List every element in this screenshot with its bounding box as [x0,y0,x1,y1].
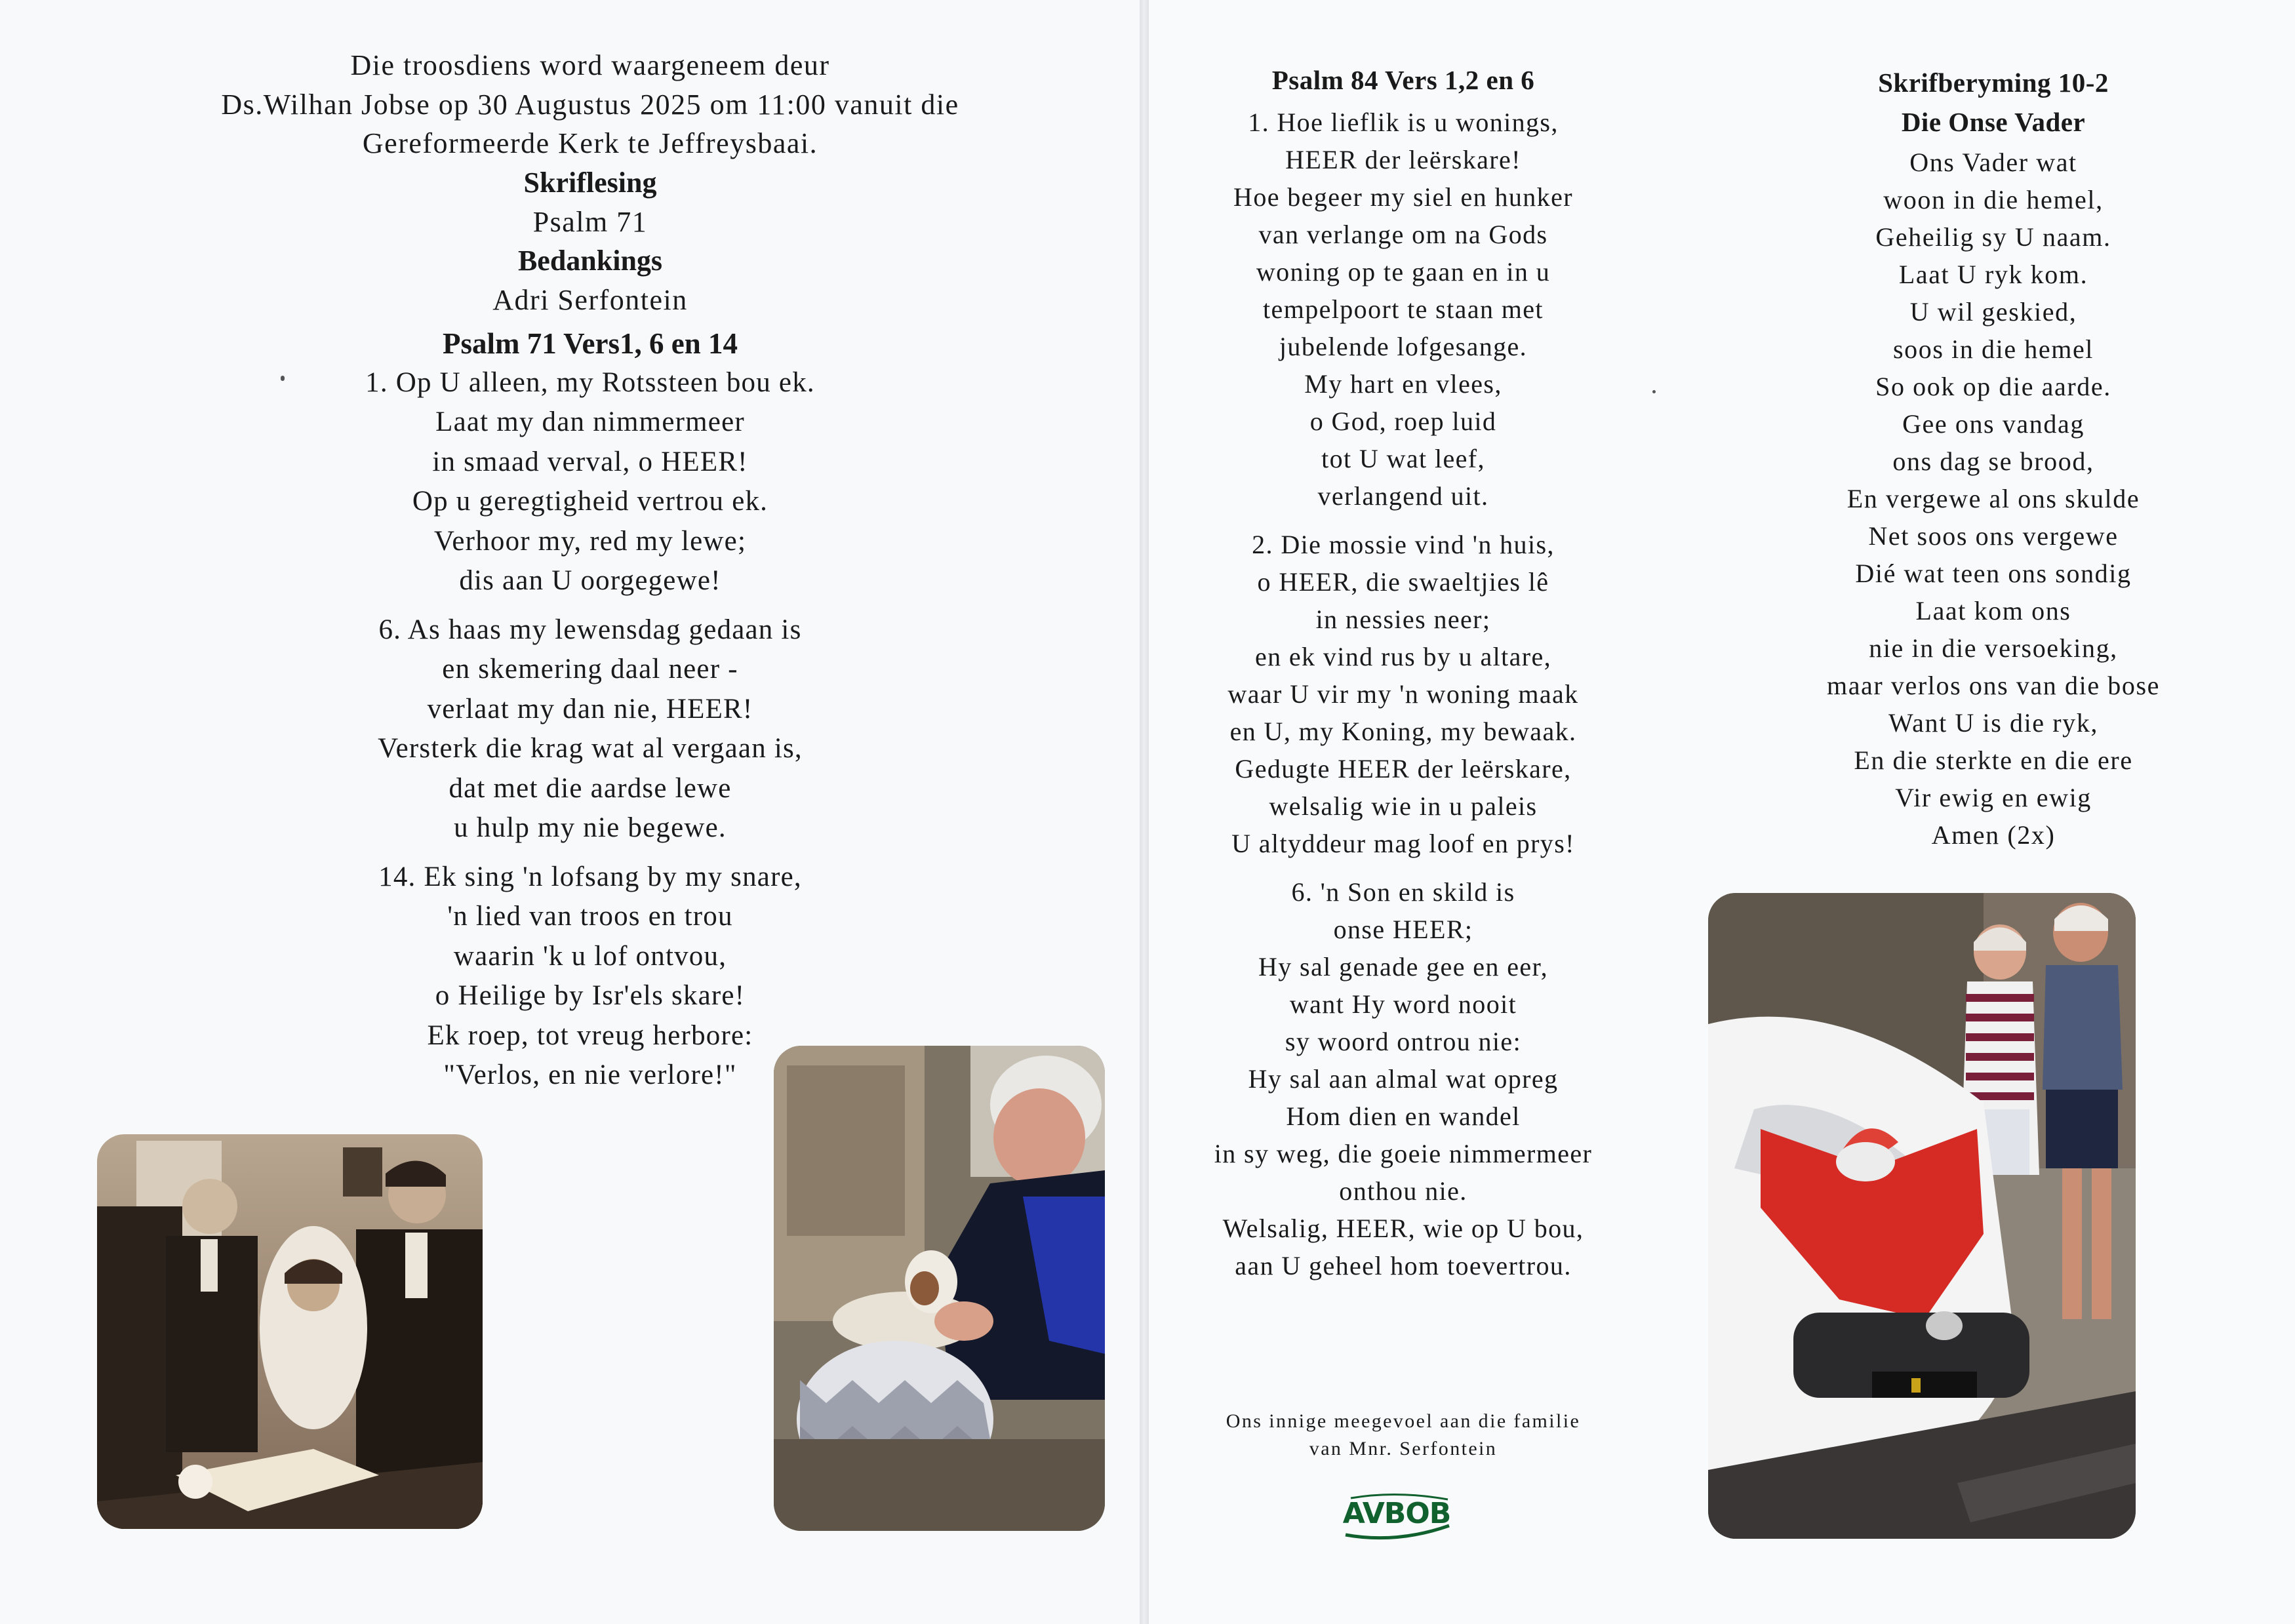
verse-line: o HEER, die swaeltjies lê [1257,567,1549,597]
verse-line: in sy weg, die goeie nimmermeer [1214,1139,1593,1168]
couple-with-car-photo [1708,893,2136,1539]
prayer-line: maar verlos ons van die bose [1826,671,2160,700]
prayer-line: So ook op die aarde. [1875,372,2111,401]
prayer-line: En vergewe al ons skulde [1846,484,2140,513]
psalm71-verse6 [118,610,1062,848]
prayer-line: Laat U ryk kom. [1898,260,2088,289]
verse-line: onthou nie. [1339,1176,1467,1206]
verse-line: verlangend uit. [1317,481,1489,511]
logo-text: AVBOB [1342,1497,1451,1530]
verse-line: My hart en vlees, [1304,369,1502,399]
right-text-column [1784,63,2203,854]
prayer-line: Geheilig sy U naam. [1875,222,2111,252]
verse-line: 6. As haas my lewensdag gedaan is [378,614,802,645]
condolence-line: van Mnr. Serfontein [1309,1438,1498,1459]
wedding-photo [97,1134,483,1529]
verse-line: dis aan U oorgegewe! [459,565,721,596]
verse-line: van verlange om na Gods [1258,220,1548,249]
paper-speck [1652,390,1656,393]
prayer-line: En die sterkte en die ere [1854,745,2133,775]
verse-line: en skemering daal neer - [442,654,738,684]
verse-line: onse HEER; [1333,915,1473,944]
man-with-dog-photo [774,1046,1105,1531]
verse-line: U altyddeur mag loof en prys! [1231,829,1575,858]
verse-line: dat met die aardse lewe [449,772,732,804]
verse-line: Welsalig, HEER, wie op U bou, [1222,1214,1584,1243]
thanks-text: Adri Serfontein [492,284,688,316]
prayer-line: soos in die hemel [1892,334,2094,364]
page-fold [1140,0,1149,1624]
condolence-note [1174,1408,1633,1463]
verse-line: waar U vir my 'n woning maak [1227,679,1579,709]
service-intro [118,46,1062,163]
reading-text: Psalm 71 [532,205,648,238]
skrifberyming-heading [1784,63,2203,142]
verse-line: waarin 'k u lof ontvou, [453,940,727,972]
verse-line: 6. 'n Son en skild is [1291,877,1515,907]
psalm71-heading: Psalm 71 Vers1, 6 en 14 [443,327,738,360]
prayer-line: ons dag se brood, [1892,446,2094,476]
prayer-line: Ons Vader wat [1909,148,2077,177]
prayer-line: Laat kom ons [1915,596,2071,625]
psalm84-verse6 [1174,873,1633,1284]
verse-line: 1. Hoe lieflik is u wonings, [1248,108,1559,137]
verse-line: Hoe begeer my siel en hunker [1233,182,1573,212]
heading-line: Skrifberyming 10-2 [1878,68,2109,98]
psalm84-heading: Psalm 84 Vers 1,2 en 6 [1271,65,1535,95]
verse-line: in nessies neer; [1315,604,1491,634]
verse-line: Verhoor my, red my lewe; [433,525,747,557]
verse-line: Ek roep, tot vreug herbore: [427,1020,753,1051]
reading-heading: Skriflesing [523,166,657,199]
verse-line: verlaat my dan nie, HEER! [427,693,753,724]
verse-line: HEER der leërskare! [1285,145,1521,174]
thanks-heading: Bedankings [517,245,663,277]
verse-line: want Hy word nooit [1289,989,1517,1019]
verse-line: in smaad verval, o HEER! [432,446,748,477]
verse-line: 1. Op U alleen, my Rotssteen bou ek. [365,366,815,398]
psalm84-verse1 [1174,104,1633,515]
verse-line: 2. Die mossie vind 'n huis, [1252,530,1555,559]
prayer-line: Net soos ons vergewe [1868,521,2119,551]
verse-line: o Heilige by Isr'els skare! [435,980,746,1011]
heading-line: Die Onse Vader [1901,107,2086,137]
intro-line: Die troosdiens word waargeneem deur [350,49,830,81]
verse-line: sy woord ontrou nie: [1285,1027,1522,1056]
verse-line: woning op te gaan en in u [1256,257,1551,287]
verse-line: "Verlos, en nie verlore!" [443,1060,737,1090]
verse-line: Hy sal genade gee en eer, [1258,952,1549,981]
prayer-line: Gee ons vandag [1902,409,2085,439]
verse-line: u hulp my nie begewe. [454,812,727,843]
prayer-line: nie in die versoeking, [1869,633,2118,663]
avbob-logo [1338,1492,1456,1540]
verse-line: tempelpoort te staan met [1263,294,1544,324]
verse-line: Hy sal aan almal wat opreg [1248,1064,1559,1094]
verse-line: jubelende lofgesange. [1279,332,1528,361]
intro-line: Gereformeerde Kerk te Jeffreysbaai. [362,127,818,159]
center-text-column [1174,60,1633,1284]
prayer-line: Want U is die ryk, [1888,708,2098,738]
verse-line: 14. Ek sing 'n lofsang by my snare, [378,861,802,892]
verse-line: tot U wat leef, [1321,444,1485,473]
verse-line: Op u geregtigheid vertrou ek. [412,486,768,517]
verse-line: o God, roep luid [1309,406,1497,436]
lords-prayer [1784,144,2203,854]
intro-line: Ds.Wilhan Jobse op 30 Augustus 2025 om 11:00 vanuit die [221,88,959,121]
prayer-line: Amen (2x) [1931,820,2056,850]
left-text-column [118,46,1062,1096]
prayer-line: Dié wat teen ons sondig [1855,559,2132,588]
psalm71-verse1 [118,363,1062,601]
verse-line: aan U geheel hom toevertrou. [1235,1251,1572,1280]
prayer-line: U wil geskied, [1909,297,2077,327]
verse-line: en ek vind rus by u altare, [1254,642,1552,671]
verse-line: Gedugte HEER der leërskare, [1235,754,1572,783]
prayer-line: Vir ewig en ewig [1895,783,2092,812]
verse-line: 'n lied van troos en trou [447,901,733,932]
prayer-line: woon in die hemel, [1883,185,2104,214]
verse-line: Hom dien en wandel [1286,1101,1521,1131]
condolence-line: Ons innige meegevoel aan die familie [1226,1410,1581,1432]
psalm84-verse2 [1174,526,1633,862]
verse-line: welsalig wie in u paleis [1269,791,1538,821]
verse-line: Laat my dan nimmermeer [435,406,745,437]
verse-line: en U, my Koning, my bewaak. [1229,717,1577,746]
verse-line: Versterk die krag wat al vergaan is, [378,733,803,764]
